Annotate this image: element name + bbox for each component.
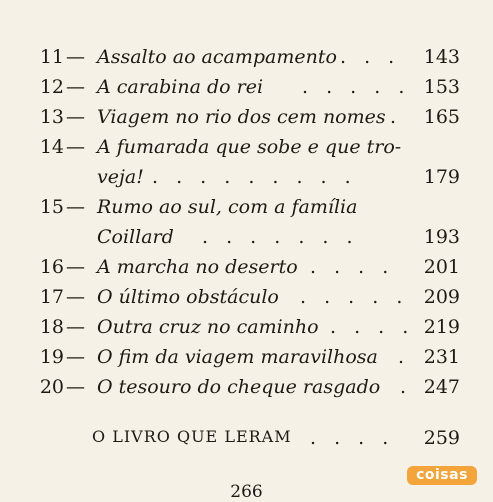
- chapter-page: 143: [423, 46, 460, 68]
- chapter-dash: —: [66, 286, 85, 308]
- chapter-page: 179: [423, 166, 460, 188]
- leader-dots: . . . . . . .: [202, 226, 359, 248]
- chapter-title: A carabina do rei: [97, 76, 264, 98]
- leader-dots: . . .: [340, 46, 401, 68]
- chapter-page: 219: [423, 316, 460, 338]
- watermark-logo: coisas: [407, 466, 477, 485]
- leader-dots: . . . . .: [302, 76, 411, 98]
- chapter-dash: —: [66, 106, 85, 128]
- chapter-dash: —: [66, 196, 85, 218]
- chapter-dash: —: [66, 316, 85, 338]
- chapter-title: Rumo ao sul, com a família: [97, 196, 358, 218]
- chapter-dash: —: [66, 76, 85, 98]
- chapter-dash: —: [66, 46, 85, 68]
- chapter-number: 20: [39, 376, 64, 398]
- chapter-number: 12: [39, 76, 64, 98]
- leader-dots: . . . .: [310, 256, 395, 278]
- chapter-title: O último obstáculo: [97, 286, 279, 308]
- page-number: 266: [230, 482, 263, 502]
- toc-entry: [0, 284, 493, 314]
- chapter-title: Assalto ao acampamento: [97, 46, 337, 68]
- chapter-page: 193: [423, 226, 460, 248]
- toc-entry: [0, 44, 493, 74]
- leader-dots: . . . .: [330, 316, 415, 338]
- closing-entry: [0, 425, 493, 455]
- chapter-number: 15: [39, 196, 64, 218]
- toc-entry: [0, 344, 493, 374]
- chapter-number: 18: [39, 316, 64, 338]
- chapter-number: 13: [39, 106, 64, 128]
- chapter-number: 14: [39, 136, 64, 158]
- toc-entry: [0, 74, 493, 104]
- chapter-number: 11: [39, 46, 64, 68]
- leader-dots: . . . . . . . . .: [152, 166, 357, 188]
- leader-dots: .: [400, 376, 413, 398]
- toc-entry: [0, 374, 493, 404]
- chapter-page: 153: [423, 76, 460, 98]
- chapter-title: A fumarada que sobe e que tro-: [97, 136, 402, 158]
- toc-entry: [0, 194, 493, 254]
- toc-entry: [0, 104, 493, 134]
- closing-title: O LIVRO QUE LERAM: [92, 427, 292, 446]
- chapter-page: 231: [423, 346, 460, 368]
- toc-entry: [0, 134, 493, 194]
- chapter-title: O tesouro do cheque rasgado: [97, 376, 381, 398]
- chapter-title: A marcha no deserto: [97, 256, 298, 278]
- leader-dots: .: [398, 346, 411, 368]
- chapter-number: 16: [39, 256, 64, 278]
- toc-entry: [0, 314, 493, 344]
- leader-dots: . . . . .: [300, 286, 409, 308]
- chapter-page: 247: [423, 376, 460, 398]
- chapter-title-continuation: veja!: [97, 166, 144, 188]
- chapter-title: Outra cruz no caminho: [97, 316, 319, 338]
- chapter-page: 209: [423, 286, 460, 308]
- chapter-title-continuation: Coillard: [97, 226, 174, 248]
- leader-dots: .: [390, 106, 403, 128]
- chapter-title: O fim da viagem maravilhosa: [97, 346, 378, 368]
- closing-page: 259: [423, 427, 460, 449]
- chapter-title: Viagem no rio dos cem nomes: [97, 106, 386, 128]
- toc-entry: [0, 254, 493, 284]
- chapter-page: 165: [423, 106, 460, 128]
- chapter-number: 19: [39, 346, 64, 368]
- chapter-dash: —: [66, 346, 85, 368]
- table-of-contents: [0, 44, 493, 404]
- chapter-dash: —: [66, 376, 85, 398]
- leader-dots: . . . .: [310, 427, 395, 449]
- chapter-number: 17: [39, 286, 64, 308]
- chapter-dash: —: [66, 136, 85, 158]
- chapter-page: 201: [423, 256, 460, 278]
- chapter-dash: —: [66, 256, 85, 278]
